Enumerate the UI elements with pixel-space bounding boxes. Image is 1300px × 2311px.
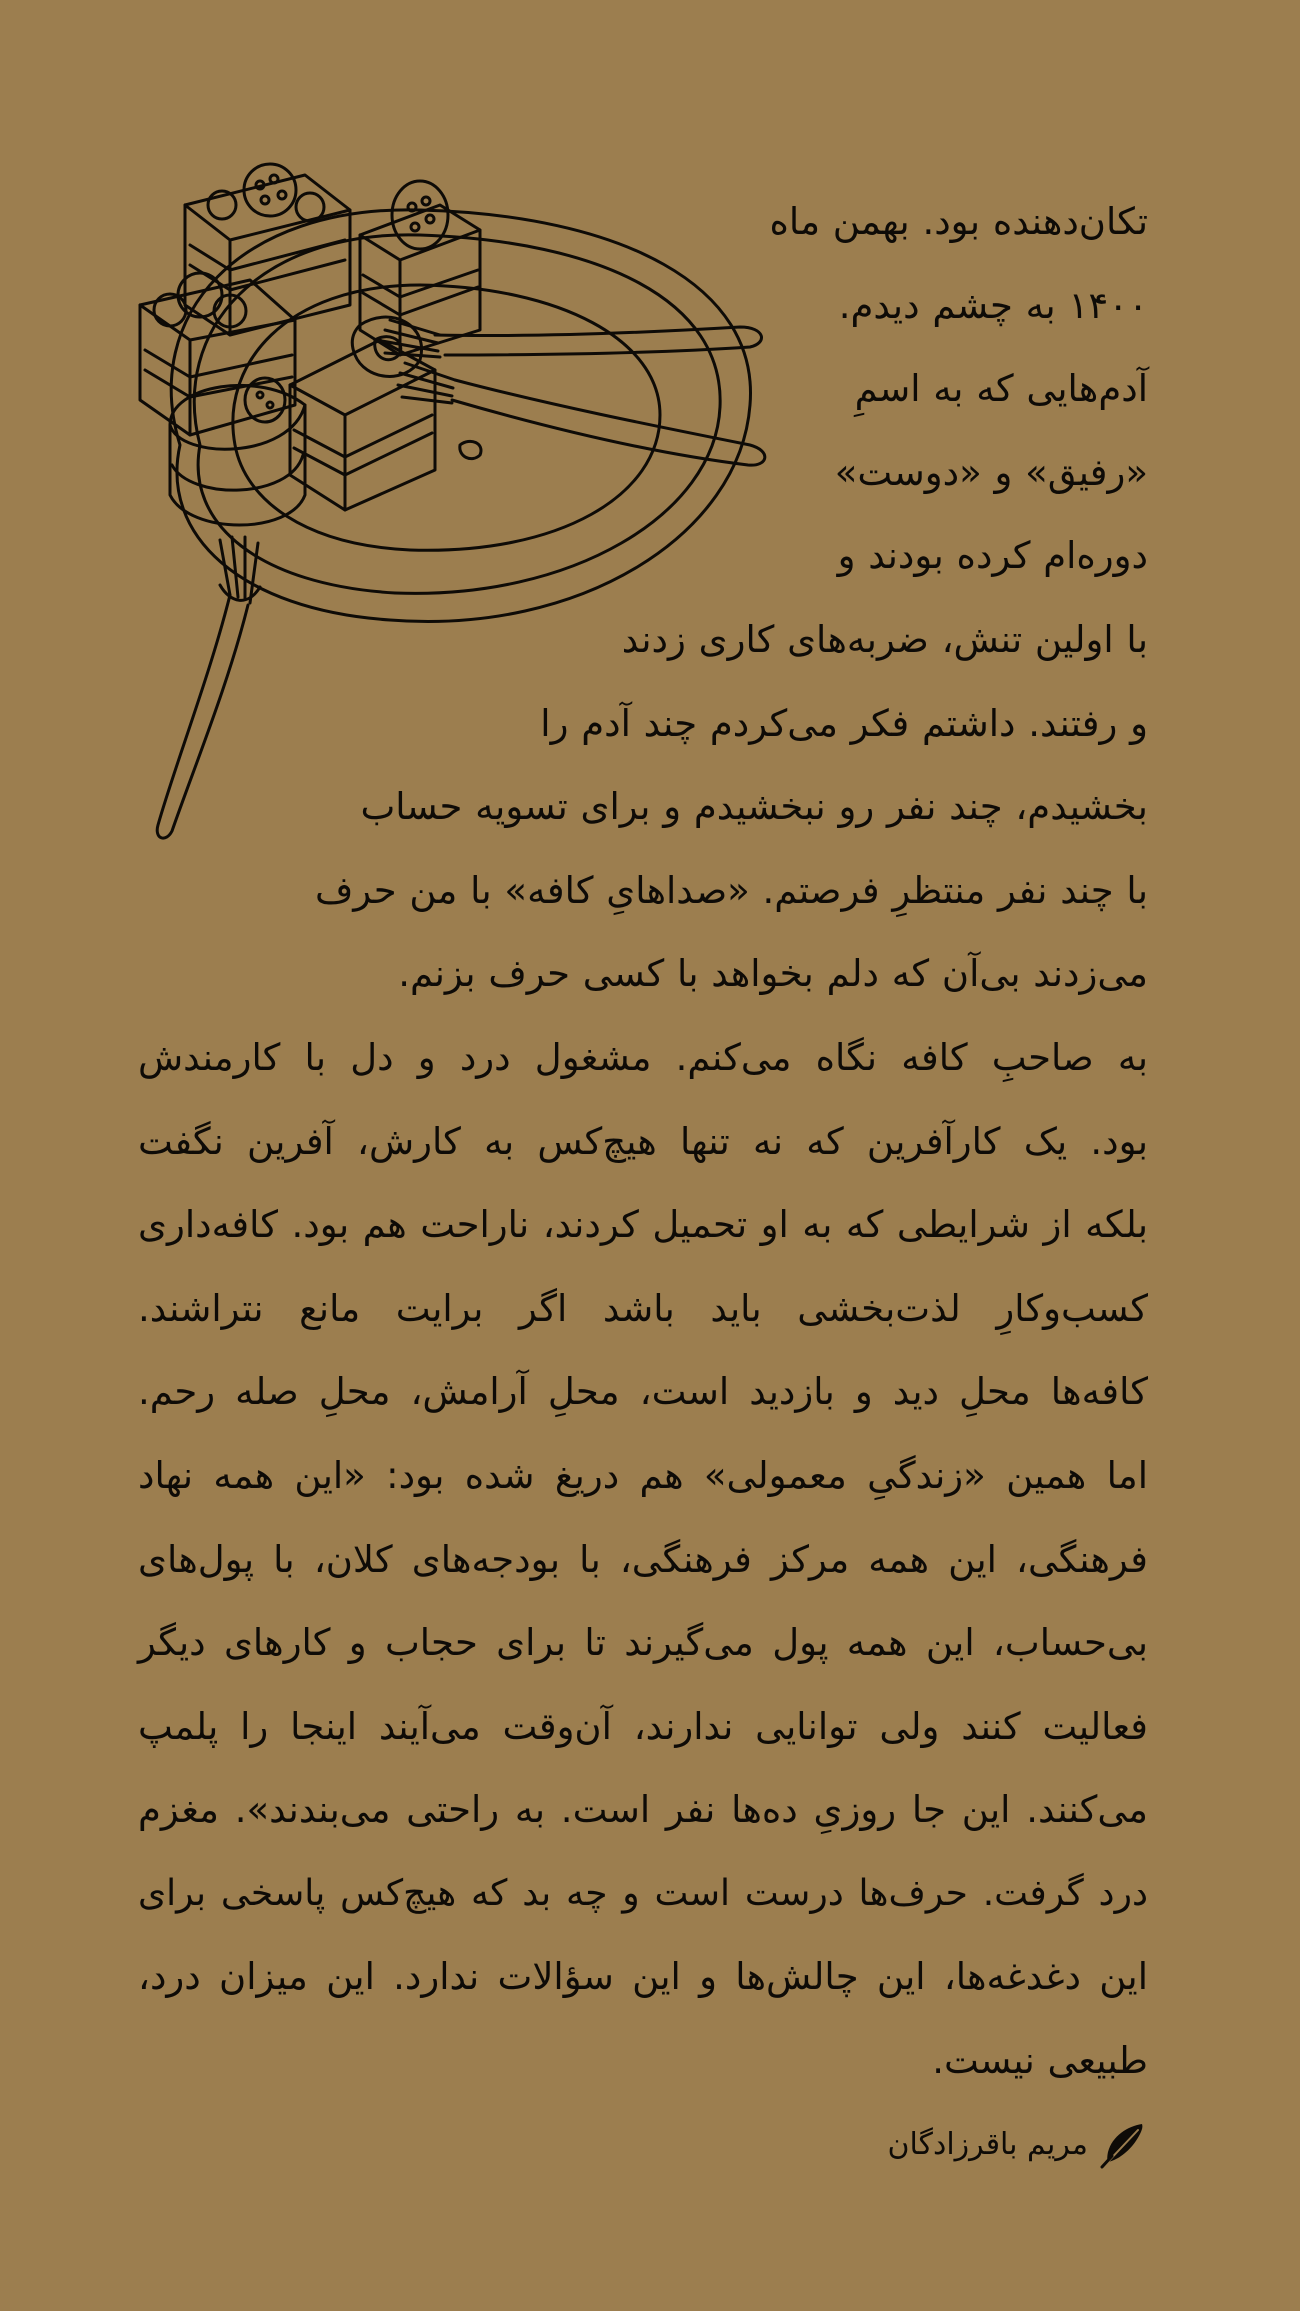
article-line-8: بخشیدم، چند نفر رو نبخشیدم و برای تسویه حساب	[360, 785, 1148, 829]
article-line-2: ۱۴۰۰ به چشم دیدم.	[838, 283, 1148, 327]
article-line-11: به صاحبِ کافه نگاه می‌کنم. مشغول درد و دل با کارمندش	[138, 1035, 1148, 1079]
article-line-17: فرهنگی، این همه مرکز فرهنگی، با بودجه‌های کلان، با پول‌های	[138, 1537, 1148, 1581]
article-line-12: بود. یک کارآفرین که نه تنها هیچ‌کس به کارش، آفرین نگفت	[138, 1119, 1148, 1163]
article-line-9: با چند نفر منتظرِ فرصتم. «صداهایِ کافه» با من حرف	[314, 868, 1148, 912]
author-name: مریم باقرزادگان	[887, 2127, 1088, 2162]
article-body	[138, 180, 1148, 2103]
article-line-1: تکان‌دهنده بود. بهمن ماه	[769, 200, 1148, 243]
article-line-22: این دغدغه‌ها، این چالش‌ها و این سؤالات ندارد. این میزان درد،	[138, 1955, 1148, 1999]
article-line-18: بی‌حساب، این همه پول می‌گیرند تا برای حجاب و کارهای دیگر	[138, 1621, 1148, 1665]
article-line-23: طبیعی نیست.	[932, 2039, 1148, 2083]
article-line-3: آدم‌هایی که به اسمِ	[854, 367, 1148, 411]
article-line-4: «رفیق» و «دوست»	[834, 450, 1148, 494]
article-line-15: کافه‌ها محلِ دید و بازدید است، محلِ آرامش، محلِ صله رحم.	[138, 1370, 1148, 1414]
article-line-5: دوره‌ام کرده بودند و	[837, 534, 1148, 578]
article-line-19: فعالیت کنند ولی توانایی ندارند، آن‌وقت می‌آیند اینجا را پلمپ	[138, 1704, 1148, 1748]
feather-quill-icon	[1098, 2120, 1148, 2170]
author-signature	[888, 2120, 1149, 2170]
article-line-16: اما همین «زندگیِ معمولی» هم دریغ شده بود: «این همه نهاد	[138, 1453, 1148, 1497]
article-line-7: و رفتند. داشتم فکر می‌کردم چند آدم را	[540, 701, 1148, 745]
article-line-20: می‌کنند. این جا روزیِ ده‌ها نفر است. به راحتی می‌بندند». مغزم	[138, 1788, 1148, 1832]
article-line-10: می‌زدند بی‌آن که دلم بخواهد با کسی حرف بزنم.	[398, 952, 1148, 996]
article-line-13: بلکه از شرایطی که به او تحمیل کردند، ناراحت هم بود. کافه‌داری	[138, 1203, 1148, 1247]
article-line-14: کسب‌وکارِ لذت‌بخشی باید باشد اگر برایت مانع نتراشند.	[138, 1286, 1148, 1330]
article-line-21: درد گرفت. حرف‌ها درست است و چه بد که هیچ‌کس پاسخی برای	[138, 1872, 1148, 1914]
article-line-6: با اولین تنش، ضربه‌های کاری زدند	[621, 617, 1148, 661]
